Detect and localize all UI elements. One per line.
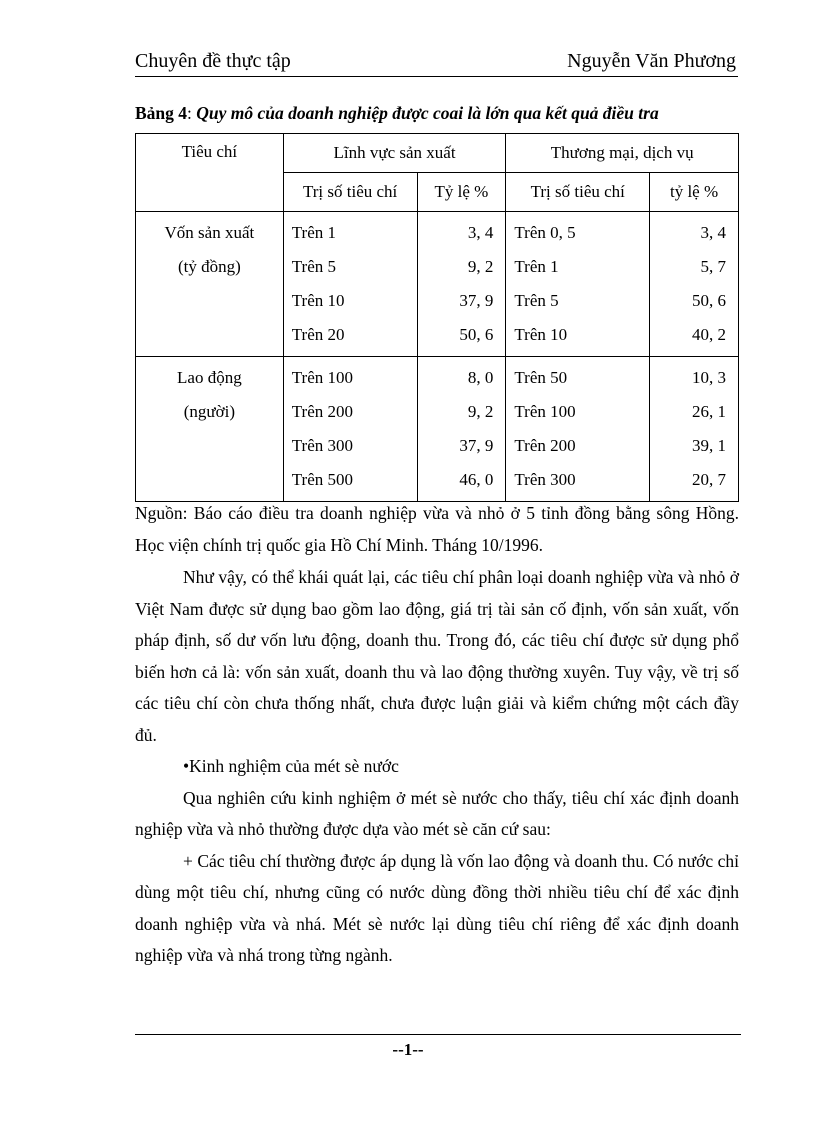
cell-text: Trên 20	[291, 325, 345, 344]
prod-values-cell	[283, 212, 417, 357]
paragraph: Như vậy, có thể khái quát lại, các tiêu chí phân loại doanh nghiệp vừa và nhỏ ở Việt Nam được sử dụng bao gồm lao động, giá trị tài sản cố định, vốn sản xuất, vốn pháp định, số dư vốn lưu động, doanh thu. Trong đó, các tiêu chí được sử dụng phổ biến hơn cả là: vốn sản xuất, doanh thu và lao động thường xuyên. Tuy vậy, về trị số các tiêu chí còn chưa thống nhất, chưa được luận giải và kiểm chứng một cách đầy đủ.	[135, 567, 739, 745]
footer-divider	[135, 1034, 741, 1035]
criteria-cell	[136, 357, 284, 502]
criteria-cell	[136, 212, 284, 357]
cell-text: 50, 6	[459, 325, 494, 344]
body-text	[135, 562, 739, 972]
source-note: Nguồn: Báo cáo điều tra doanh nghiệp vừa và nhỏ ở 5 tỉnh đồng bằng sông Hồng. Học viện chính trị quốc gia Hồ Chí Minh. Tháng 10/1996.	[135, 503, 739, 555]
cell-text: Trên 200	[514, 436, 576, 455]
cell-text: Trên 10	[514, 325, 568, 344]
cell-text: Trên 1	[291, 223, 336, 242]
table-caption	[135, 101, 745, 125]
table-row	[136, 212, 739, 357]
page-number: --1--	[392, 1040, 424, 1059]
cell-text: 5, 7	[700, 257, 726, 276]
cell-text: 40, 2	[692, 325, 726, 344]
prod-rates-cell	[417, 212, 506, 357]
header-right-text: Nguyễn Văn Phương	[567, 50, 736, 72]
header-production: Lĩnh vực sản xuất	[283, 134, 506, 173]
paragraph: + Các tiêu chí thường được áp dụng là vốn lao động và doanh thu. Có nước chỉ dùng một tiêu chí, nhưng cũng có nước dùng đồng thời nhiều tiêu chí để xác định doanh nghiệp vừa và nhá. Mét sè nước lại dùng tiêu chí riêng để xác định doanh nghiệp vừa và nhá trong từng ngành.	[135, 850, 739, 965]
cell-text: 46, 0	[459, 470, 494, 489]
prod-values-cell	[283, 357, 417, 502]
criteria-label: Lao động	[177, 368, 242, 387]
table-header-row	[136, 134, 739, 173]
cell-text: Trên 500	[291, 470, 353, 489]
trade-values-cell	[506, 212, 650, 357]
cell-text: Trên 50	[514, 368, 568, 387]
subheader-rate-prod: Tỷ lệ %	[417, 173, 506, 212]
cell-text: Trên 5	[514, 291, 559, 310]
trade-values-cell	[506, 357, 650, 502]
cell-text: 37, 9	[459, 291, 494, 310]
trade-rates-cell	[650, 357, 739, 502]
cell-text: Trên 200	[291, 402, 353, 421]
cell-text: Trên 10	[291, 291, 345, 310]
table-row	[136, 357, 739, 502]
prod-rates-cell	[417, 357, 506, 502]
header-left-text: Chuyên đề thực tập	[135, 50, 291, 72]
cell-text: 39, 1	[692, 436, 726, 455]
caption-sep: :	[187, 103, 197, 123]
cell-text: 37, 9	[459, 436, 494, 455]
cell-text: Trên 300	[514, 470, 576, 489]
cell-text: 3, 4	[467, 223, 494, 242]
criteria-label: Vốn sản xuất	[164, 223, 255, 242]
cell-text: Trên 1	[514, 257, 559, 276]
caption-prefix: Bảng 4	[135, 103, 188, 123]
paragraph: Qua nghiên cứu kinh nghiệm ở mét sè nước cho thấy, tiêu chí xác định doanh nghiệp vừa và nhỏ thường được dựa vào mét sè căn cứ sau:	[135, 787, 739, 839]
criteria-unit: (người)	[183, 402, 235, 421]
subheader-rate-trade: tỷ lệ %	[650, 173, 739, 212]
cell-text: 26, 1	[692, 402, 726, 421]
cell-text: 9, 2	[467, 257, 494, 276]
subheader-value-prod: Trị số tiêu chí	[283, 173, 417, 212]
trade-rates-cell	[650, 212, 739, 357]
header-criteria: Tiêu chí	[136, 134, 284, 212]
cell-text: 9, 2	[467, 402, 494, 421]
bullet-heading: •Kinh nghiệm của mét sè nước	[183, 756, 399, 776]
cell-text: Trên 100	[514, 402, 576, 421]
subheader-value-trade: Trị số tiêu chí	[506, 173, 650, 212]
criteria-unit: (tỷ đồng)	[177, 257, 241, 276]
cell-text: Trên 0, 5	[514, 223, 576, 242]
page-header	[135, 48, 738, 77]
cell-text: 20, 7	[692, 470, 726, 489]
cell-text: 10, 3	[692, 368, 726, 387]
cell-text: Trên 300	[291, 436, 353, 455]
data-table	[135, 133, 739, 502]
cell-text: 8, 0	[467, 368, 494, 387]
cell-text: 3, 4	[700, 223, 726, 242]
header-trade: Thương mại, dịch vụ	[506, 134, 739, 173]
cell-text: Trên 5	[291, 257, 336, 276]
cell-text: Trên 100	[291, 368, 353, 387]
caption-title: Quy mô của doanh nghiệp được coai là lớn qua kết quả điều tra	[196, 103, 659, 123]
cell-text: 50, 6	[692, 291, 726, 310]
